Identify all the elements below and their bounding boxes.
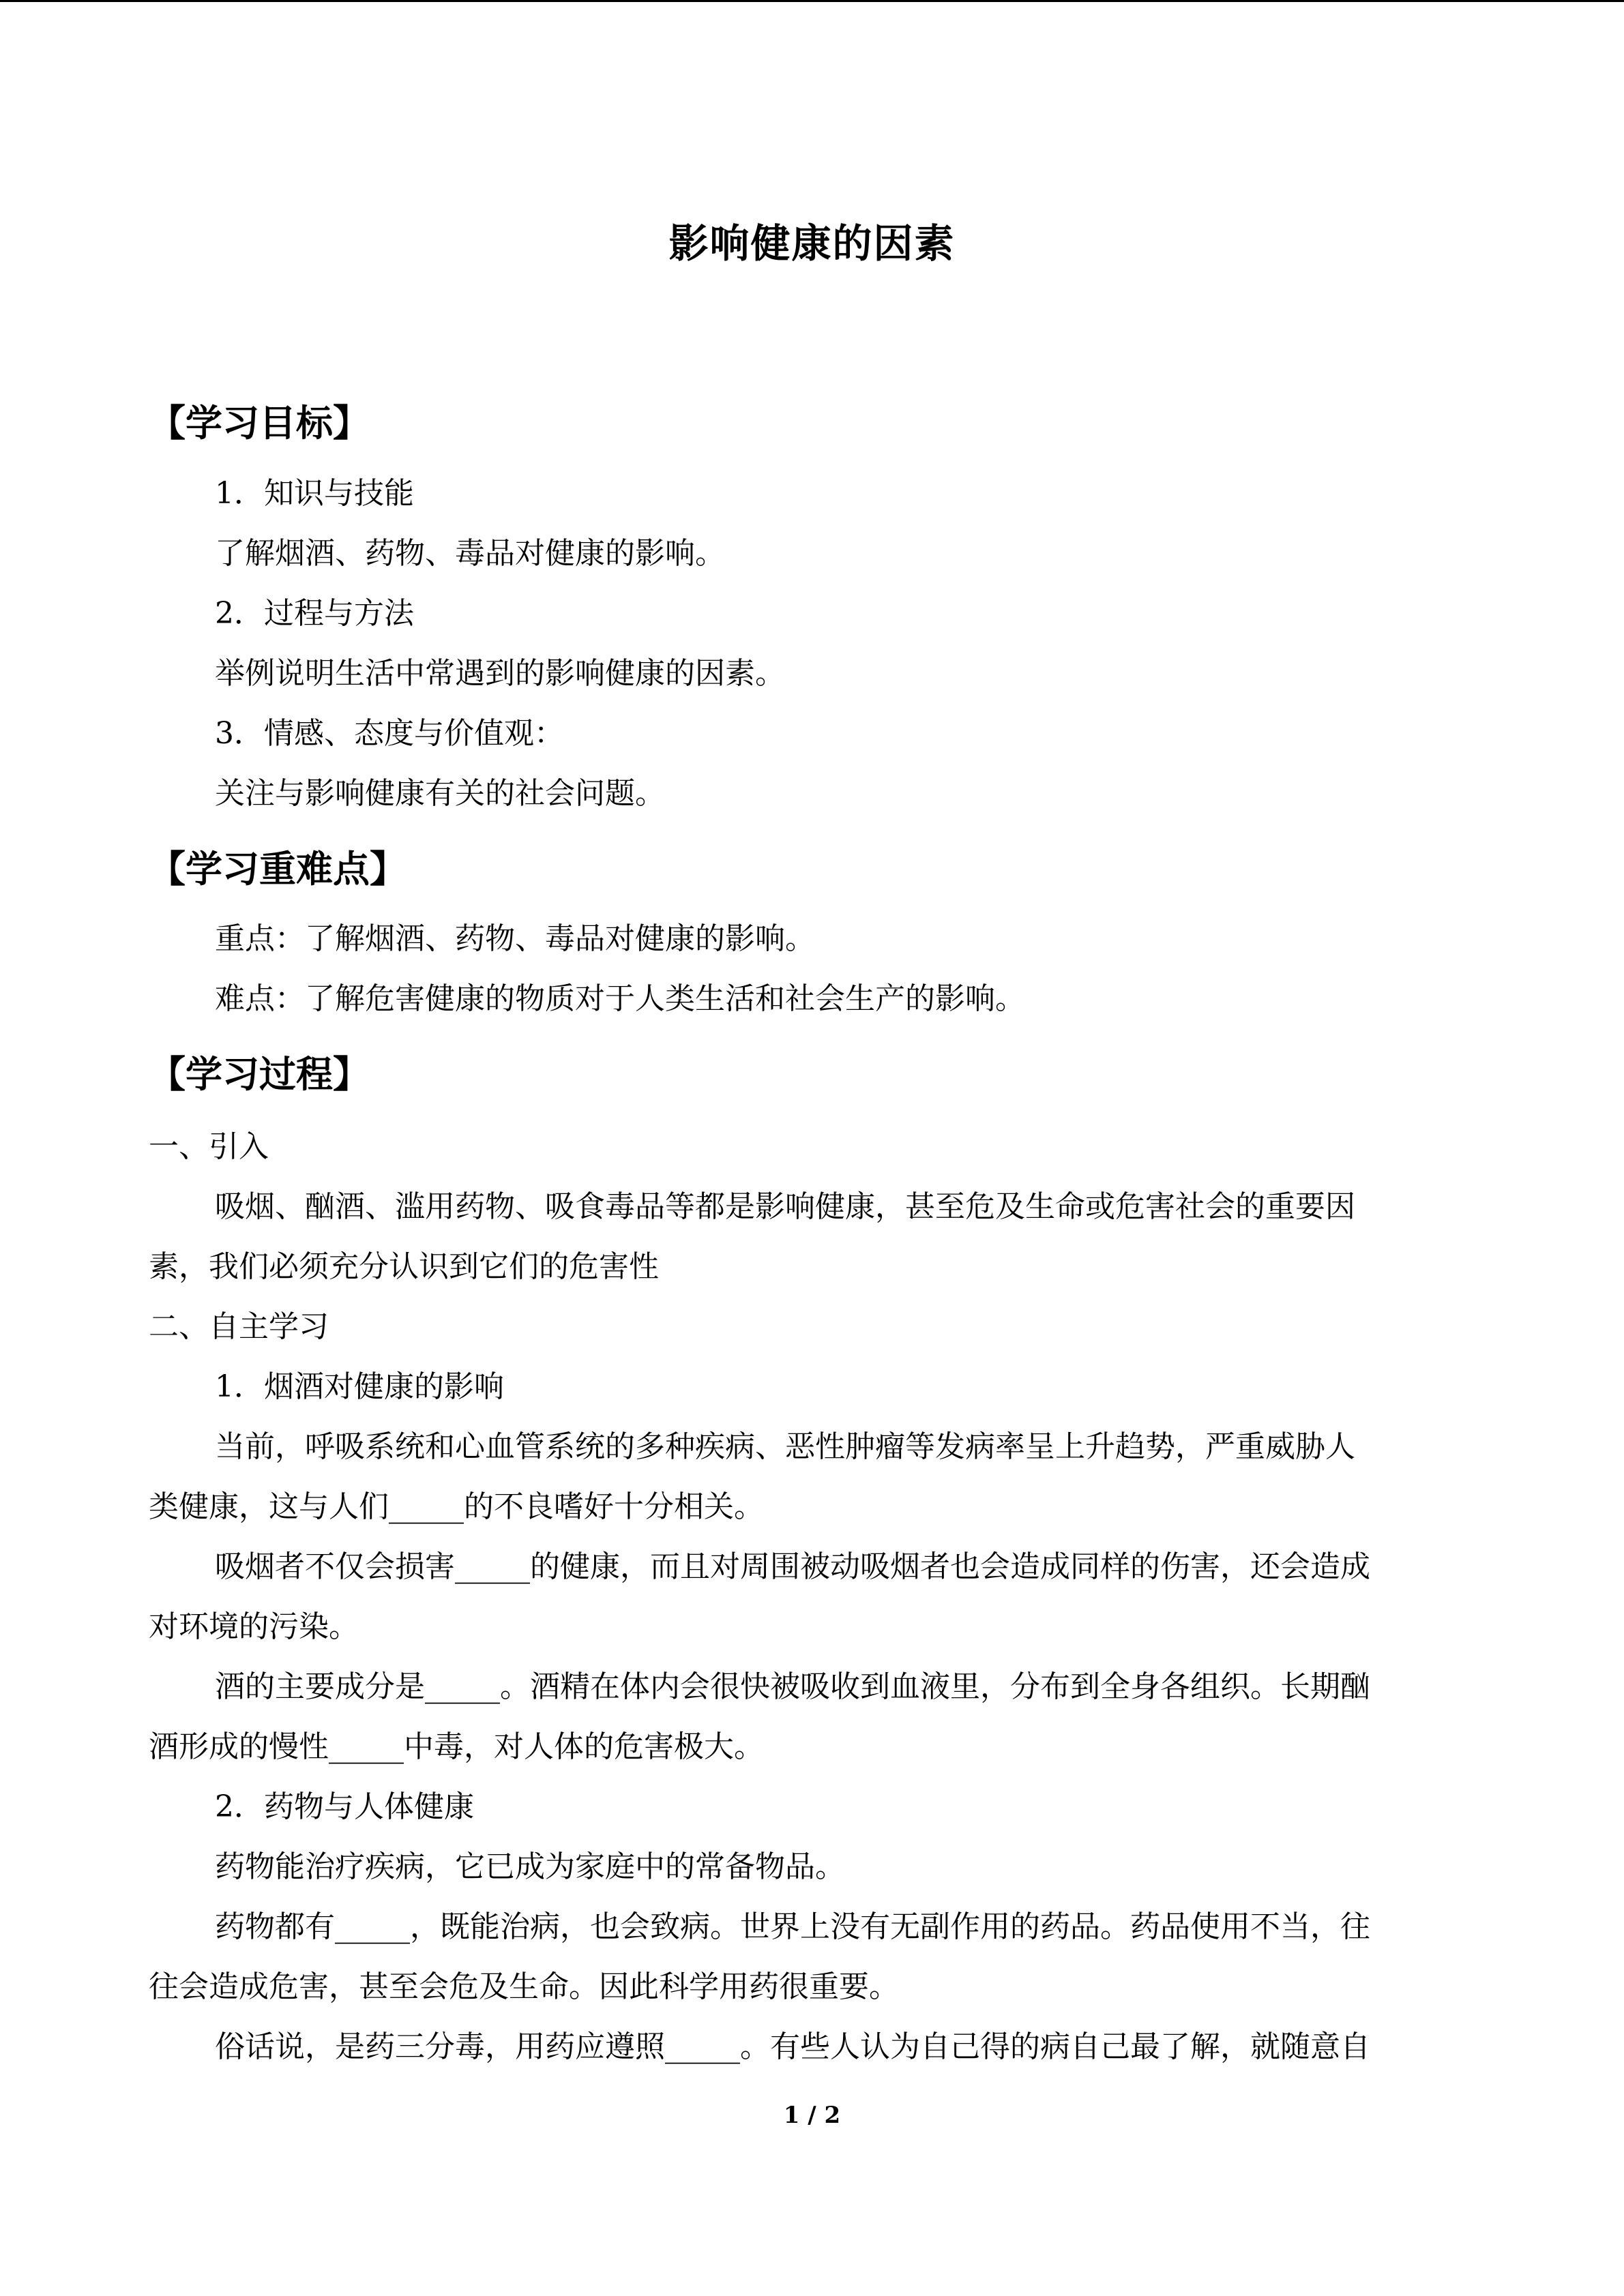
topic-2-paragraph-2-line-1: 药物都有_____，既能治病，也会致病。世界上没有无副作用的药品。药品使用不当，往 <box>215 1909 1370 1944</box>
topic-2-label: 2．药物与人体健康 <box>215 1789 474 1824</box>
goal-1-text: 了解烟酒、药物、毒品对健康的影响。 <box>215 536 725 571</box>
process-intro-label: 一、引入 <box>149 1129 269 1164</box>
topic-2-paragraph-3-line-1: 俗话说，是药三分毒，用药应遵照_____。有些人认为自己得的病自己最了解，就随意自 <box>215 2029 1370 2064</box>
section-heading-goals: 【学习目标】 <box>149 402 370 445</box>
process-intro-line-1: 吸烟、酗酒、滥用药物、吸食毒品等都是影响健康，甚至危及生命或危害社会的重要因 <box>215 1189 1355 1224</box>
topic-1-paragraph-1-line-1: 当前，呼吸系统和心血管系统的多种疾病、恶性肿瘤等发病率呈上升趋势，严重威胁人 <box>215 1429 1355 1464</box>
goal-2-label: 2．过程与方法 <box>215 596 414 631</box>
topic-1-label: 1．烟酒对健康的影响 <box>215 1369 504 1404</box>
topic-1-paragraph-3-line-1: 酒的主要成分是_____。酒精在体内会很快被吸收到血液里，分布到全身各组织。长期酗 <box>215 1669 1370 1704</box>
topic-2-paragraph-1: 药物能治疗疾病，它已成为家庭中的常备物品。 <box>215 1849 845 1884</box>
key-point-difficult: 难点：了解危害健康的物质对于人类生活和社会生产的影响。 <box>215 981 1025 1016</box>
process-self-study-label: 二、自主学习 <box>149 1309 329 1344</box>
goal-2-text: 举例说明生活中常遇到的影响健康的因素。 <box>215 656 785 691</box>
topic-1-paragraph-3-line-2: 酒形成的慢性_____中毒，对人体的危害极大。 <box>149 1729 764 1764</box>
goal-3-label: 3．情感、态度与价值观： <box>215 716 564 751</box>
topic-1-paragraph-1-line-2: 类健康，这与人们_____的不良嗜好十分相关。 <box>149 1489 764 1524</box>
section-heading-process: 【学习过程】 <box>149 1053 370 1096</box>
topic-1-paragraph-2-line-1: 吸烟者不仅会损害_____的健康，而且对周围被动吸烟者也会造成同样的伤害，还会造成 <box>215 1549 1370 1584</box>
top-border-rule <box>0 0 1624 2</box>
topic-1-paragraph-2-line-2: 对环境的污染。 <box>149 1609 359 1644</box>
topic-2-paragraph-2-line-2: 往会造成危害，甚至会危及生命。因此科学用药很重要。 <box>149 1969 899 2004</box>
goal-1-label: 1．知识与技能 <box>215 476 414 511</box>
process-intro-line-2: 素，我们必须充分认识到它们的危害性 <box>149 1249 659 1284</box>
section-heading-key-points: 【学习重难点】 <box>149 848 407 891</box>
page-title: 影响健康的因素 <box>668 220 956 267</box>
page-number: 1 / 2 <box>783 2102 841 2129</box>
key-point-important: 重点：了解烟酒、药物、毒品对健康的影响。 <box>215 921 815 956</box>
goal-3-text: 关注与影响健康有关的社会问题。 <box>215 776 665 811</box>
